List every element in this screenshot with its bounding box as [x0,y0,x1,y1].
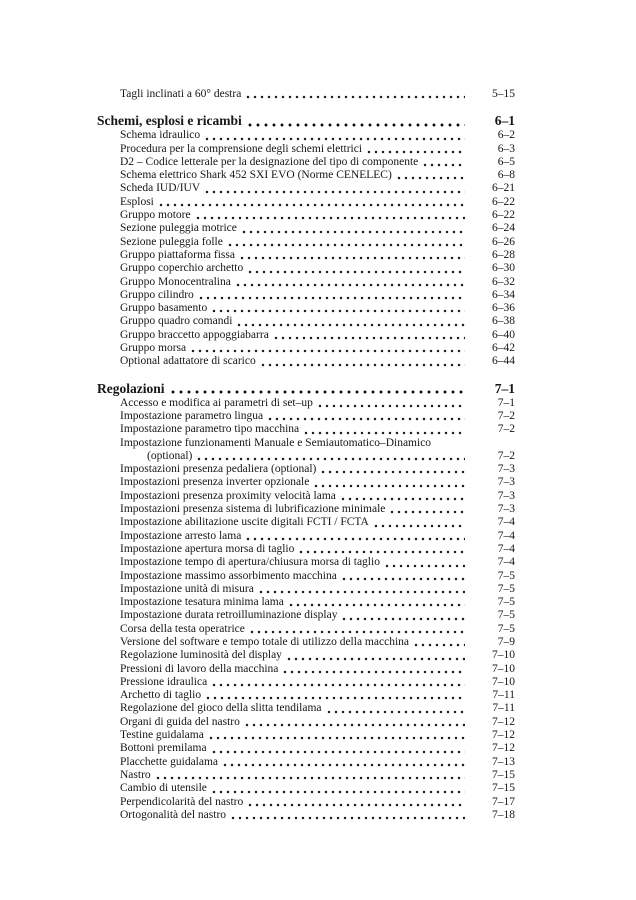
dot-leader [240,256,465,260]
toc-entry-label: Impostazione massimo assorbimento macchina [120,569,337,582]
dot-leader [414,643,465,647]
toc-entry [97,756,515,769]
toc-entry-label: Esplosi [120,195,154,208]
toc-entry [97,276,515,289]
toc-entry [97,742,515,755]
toc-entry-label: Pressioni di lavoro della macchina [120,662,279,675]
toc-entry-page-number: 7–11 [492,689,515,702]
toc-entry-label: Gruppo coperchio archetto [120,262,244,275]
toc-entry-page-number: 7–15 [492,768,515,781]
dot-leader [196,216,465,220]
toc-entry-label: Optional adattatore di scarico [120,355,256,368]
toc-entry [97,490,515,503]
dot-leader [212,309,465,313]
toc-entry-page-number: 6–28 [492,248,515,261]
dot-leader [242,230,465,234]
toc-entry-page-number: 7–12 [492,715,515,728]
toc-entry [97,463,515,476]
toc-entry-label: Regolazione luminosità del display [120,649,282,662]
toc-entry-page-number: 7–12 [492,729,515,742]
toc-entry [97,583,515,596]
dot-leader [209,736,465,740]
toc-entry-label: D2 – Codice letterale per la designazione del tipo di componente [120,155,419,168]
toc-entry-label: Perpendicolarità del nastro [120,795,244,808]
dot-leader [304,431,465,435]
toc-entry [97,530,515,543]
toc-entry-page-number: 7–3 [497,489,515,502]
toc-entry-page-number: 6–21 [492,182,515,195]
toc-entry-page-number: 7–5 [497,609,515,622]
toc-entry-label: Sezione puleggia motrice [120,222,237,235]
toc-section-title: Schemi, esplosi e ricambi [97,113,242,129]
toc-entry-page-number: 6–8 [497,169,515,182]
toc-entry [97,623,515,636]
toc-entry [97,182,515,195]
toc-entry-label: Impostazione apertura morsa di taglio [120,542,295,555]
toc-entry-label: Schema idraulico [120,129,201,142]
toc-entry-label: Impostazione unità di misura [120,582,254,595]
toc-entry-label: Organi di guida del nastro [120,715,240,728]
toc-entry-page-number: 6–2 [497,129,515,142]
dot-leader [171,390,466,394]
toc-entry-page-number: 5–15 [492,88,515,100]
toc-entry-page-number: 6–36 [492,302,515,315]
dot-leader [299,550,465,554]
toc-entry [97,570,515,583]
toc-entry [97,209,515,222]
dot-leader [327,710,465,714]
toc-entry-page-number: 6–26 [492,235,515,248]
dot-leader [212,683,465,687]
toc-entry [97,437,515,450]
dot-leader [390,510,465,514]
toc-section-title: Regolazioni [97,380,165,396]
toc-entry-label: Gruppo cilindro [120,288,194,301]
toc-entry [97,676,515,689]
dot-leader [231,816,465,820]
toc-entry-label: Impostazioni presenza inverter opzionale [120,476,310,489]
toc-entry [97,809,515,822]
toc-entry-label: Archetto di taglio [120,689,202,702]
toc-entry-label: Impostazioni presenza sistema di lubrificazione minimale [120,503,386,516]
toc-entry [97,249,515,262]
dot-leader [199,296,465,300]
toc-entry [97,716,515,729]
dot-leader [212,750,465,754]
toc-entry [97,169,515,182]
toc-entry-label: Gruppo Monocentralina [120,275,231,288]
toc-entry-page-number: 7–15 [492,782,515,795]
dot-leader [197,457,465,461]
toc-entry-label: Ortogonalità del nastro [120,808,227,821]
toc-entry-page-number: 7–5 [497,596,515,609]
toc-entry-label: Tagli inclinati a 60° destra [120,88,242,100]
toc-entry [97,516,515,529]
toc-entry-label: Testine guidalama [120,729,204,742]
toc-entry [97,663,515,676]
dot-leader [342,617,465,621]
dot-leader [259,590,465,594]
dot-leader [261,363,465,367]
toc-entry [97,289,515,302]
dot-leader [367,150,465,154]
toc-entry-page-number: 6–3 [497,142,515,155]
dot-leader [248,123,465,127]
toc-entry-label: Accesso e modifica ai parametri di set–up [120,396,313,409]
dot-leader [246,95,465,99]
toc-entry-label: Cambio di utensile [120,782,207,795]
dot-leader [250,630,465,634]
toc-entry-label: Impostazione tesatura minima lama [120,596,284,609]
dot-leader [223,763,465,767]
toc-entry-label: Versione del software e tempo totale di utilizzo della macchina [120,635,409,648]
toc-entry-page-number: 6–24 [492,222,515,235]
dot-leader [206,696,465,700]
toc-entry-label: Impostazione durata retroilluminazione display [120,609,338,622]
toc-entry-page-number: 7–9 [497,635,515,648]
toc-entry-label: Impostazione parametro tipo macchina [120,423,300,436]
dot-leader [245,723,465,727]
toc-entry [97,423,515,436]
toc-entry [97,450,515,463]
toc-entry [97,143,515,156]
toc-section-header [97,380,515,397]
toc-entry-label: Impostazione funzionamenti Manuale e Semiautomatico–Dinamico [120,436,432,449]
toc-entry-page-number: 7–2 [497,409,515,422]
toc-section-header [97,112,515,129]
toc-entry-label: Placchette guidalama [120,755,219,768]
toc-entry-page-number: 7–3 [497,503,515,516]
dot-leader [237,323,465,327]
toc-entry-label: Regolazione del gioco della slitta tendilama [120,702,322,715]
toc-entry-page-number: 6–22 [492,195,515,208]
toc-entry [97,262,515,275]
dot-leader [287,657,465,661]
toc-entry-page-number: 7–4 [497,516,515,529]
toc-entry [97,596,515,609]
toc-entry-page-number: 6–42 [492,342,515,355]
toc-entry-label: Impostazione abilitazione uscite digitali FCTI / FCTA [120,516,369,529]
toc-entry [97,329,515,342]
dot-leader [159,203,465,207]
toc-entry-label: Impostazioni presenza proximity velocità lama [120,489,336,502]
dot-leader [205,137,465,141]
toc-entry-label: Corsa della testa operatrice [120,622,245,635]
toc-entry [97,236,515,249]
toc-entry-label: Impostazioni presenza pedaliera (optional) [120,463,317,476]
toc-entry-page-number: 6–44 [492,355,515,368]
toc-entry [97,129,515,142]
toc-entry-page-number: 6–34 [492,288,515,301]
dot-leader [205,190,465,194]
toc-entry-page-number: 6–30 [492,262,515,275]
toc-entry-page-number: 7–12 [492,742,515,755]
toc-entry-page-number: 6–1 [494,113,515,129]
dot-leader [423,163,465,167]
toc-entry-page-number: 6–22 [492,209,515,222]
toc-entry [97,729,515,742]
dot-leader [397,176,465,180]
dot-leader [374,524,465,528]
toc-entry [97,410,515,423]
toc-entry [97,503,515,516]
toc-entry [97,636,515,649]
dot-leader [321,470,465,474]
toc-entry [97,556,515,569]
toc-entry [97,88,515,101]
toc-entry-label: Gruppo braccetto appoggiabarra [120,328,269,341]
toc-entry-page-number: 7–13 [492,755,515,768]
toc-entry [97,649,515,662]
toc-entry-page-number: 7–4 [497,556,515,569]
toc-entry-page-number: 7–17 [492,795,515,808]
dot-leader [191,349,465,353]
toc-entry-label: Impostazione arresto lama [120,529,242,542]
dot-leader [342,577,465,581]
dot-leader [289,603,465,607]
toc-entry [97,702,515,715]
toc-entry-page-number: 7–10 [492,675,515,688]
toc-entry-label: Pressione idraulica [120,675,208,688]
toc-entry-page-number: 6–32 [492,275,515,288]
dot-leader [283,670,465,674]
dot-leader [248,803,465,807]
toc-entry-page-number: 6–5 [497,155,515,168]
toc-entry-page-number: 7–10 [492,662,515,675]
toc-entry-label: Bottoni premilama [120,742,207,755]
toc-entry [97,302,515,315]
dot-leader [228,243,465,247]
dot-leader [212,790,465,794]
toc-entry-page-number: 6–38 [492,315,515,328]
dot-leader [248,270,465,274]
toc-entry-label: Sezione puleggia folle [120,235,223,248]
toc-entry [97,769,515,782]
toc-entry [97,315,515,328]
toc-entry-label: Gruppo quadro comandi [120,315,233,328]
toc-entry-label: Gruppo piattaforma fissa [120,248,235,261]
toc-entry [97,156,515,169]
toc-entry-page-number: 6–40 [492,328,515,341]
toc-entry-page-number: 7–5 [497,582,515,595]
toc-entry [97,355,515,368]
toc-entry-label: Scheda IUD/IUV [120,182,201,195]
toc-entry [97,476,515,489]
toc-entry [97,342,515,355]
toc-entry-page-number: 7–10 [492,649,515,662]
dot-leader [268,417,465,421]
toc-entry [97,782,515,795]
toc-entry-page-number: 7–2 [497,449,515,462]
dot-leader [156,776,465,780]
toc-entry-page-number: 7–1 [497,396,515,409]
toc-entry-page-number: 7–3 [497,463,515,476]
toc-entry [97,397,515,410]
toc-entry-label: Schema elettrico Shark 452 SXI EVO (Norme CENELEC) [120,169,392,182]
dot-leader [314,484,465,488]
toc-entry-page-number: 7–2 [497,423,515,436]
table-of-contents [97,88,515,822]
toc-entry-label: Nastro [120,768,151,781]
toc-entry [97,196,515,209]
dot-leader [318,404,465,408]
toc-entry-page-number: 7–11 [492,702,515,715]
dot-leader [236,283,465,287]
toc-entry-page-number: 7–4 [497,542,515,555]
toc-entry-page-number: 7–5 [497,569,515,582]
toc-entry [97,689,515,702]
toc-entry-page-number: 7–5 [497,622,515,635]
dot-leader [274,336,465,340]
toc-entry-page-number: 7–4 [497,529,515,542]
toc-entry [97,796,515,809]
dot-leader [341,497,465,501]
dot-leader [246,537,465,541]
toc-entry-page-number: 7–3 [497,476,515,489]
toc-entry-label: Gruppo motore [120,209,191,222]
toc-entry-label: Procedura per la comprensione degli schemi elettrici [120,142,363,155]
toc-entry [97,222,515,235]
toc-entry [97,609,515,622]
toc-entry-label: (optional) [147,449,193,462]
toc-entry-label: Gruppo morsa [120,342,187,355]
dot-leader [385,564,465,568]
toc-entry-label: Gruppo basamento [120,302,208,315]
toc-entry-page-number: 7–18 [492,808,515,821]
toc-entry-label: Impostazione parametro lingua [120,409,264,422]
toc-entry-label: Impostazione tempo di apertura/chiusura morsa di taglio [120,556,380,569]
toc-entry-page-number: 7–1 [494,380,515,396]
toc-entry [97,543,515,556]
